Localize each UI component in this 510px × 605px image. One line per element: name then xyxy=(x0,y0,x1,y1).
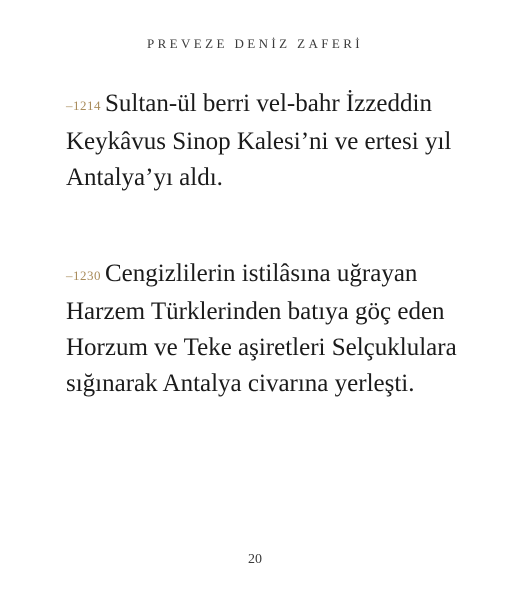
running-head-title: PREVEZE DENİZ ZAFERİ xyxy=(146,36,364,51)
page-number: 20 xyxy=(248,552,262,567)
entry-text: Sultan-ül berri vel-bahr İzzeddin Keykâvus Sinop Kalesi’ni ve ertesi yıl Antalya’yı aldı. xyxy=(66,90,452,191)
entry-year: –1230 xyxy=(66,268,101,283)
entry-text: Cengizlilerin istilâsına uğrayan Harzem Türklerinden batıya göç eden Horzum ve Teke aşiretleri Selçuklulara sığınarak Antalya civarına yerleşti. xyxy=(66,260,457,397)
chronology-entry xyxy=(66,256,486,402)
chronology-entry xyxy=(66,86,486,196)
entry-year: –1214 xyxy=(66,98,101,113)
